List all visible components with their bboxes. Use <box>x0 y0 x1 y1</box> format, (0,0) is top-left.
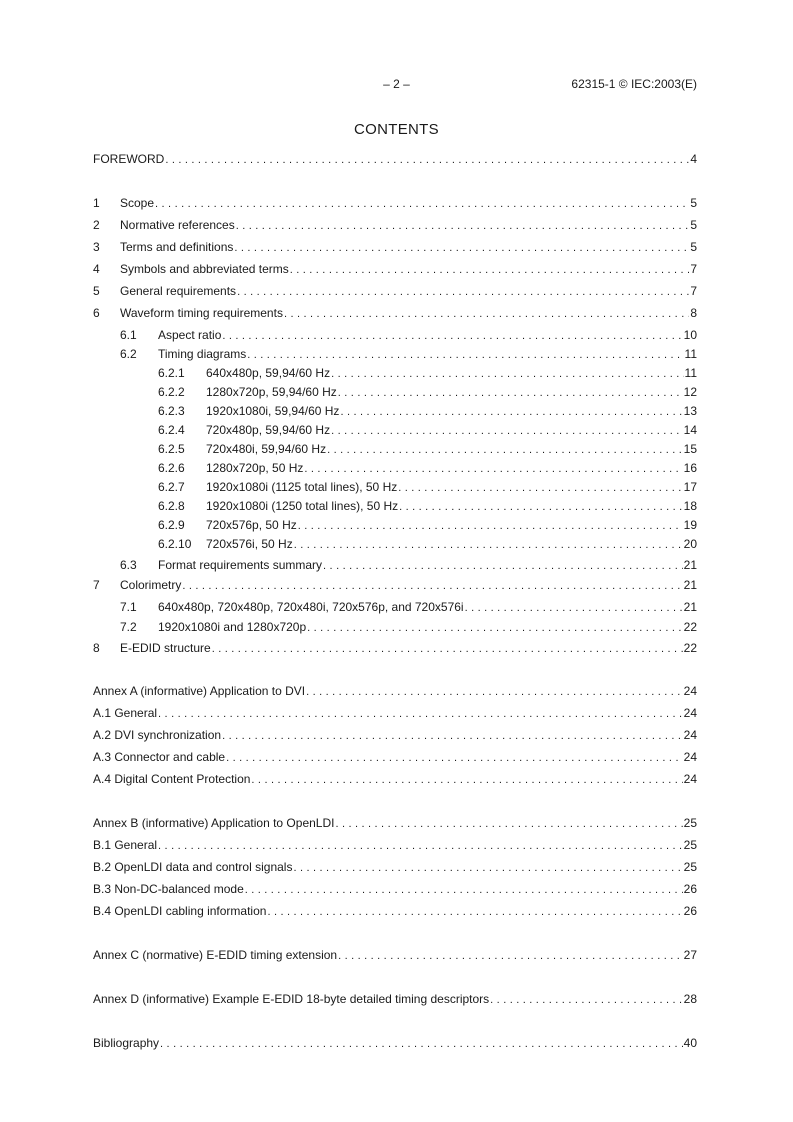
dot-leader <box>304 461 682 477</box>
toc-entry-s6-3[interactable] <box>120 557 697 573</box>
toc-entry-annex-c[interactable] <box>93 947 697 963</box>
toc-entry-title: B.4 OpenLDI cabling information <box>93 904 267 918</box>
dot-leader <box>251 772 682 788</box>
dot-leader <box>340 404 682 420</box>
toc-entry-number: 6.2.2 <box>158 385 185 399</box>
toc-entry-a1[interactable] <box>93 705 697 721</box>
toc-entry-page: 17 <box>683 480 697 494</box>
toc-entry-number: 6.2.5 <box>158 442 185 456</box>
toc-entry-page: 5 <box>690 196 697 210</box>
dot-leader <box>226 750 683 766</box>
toc-entry-title: Symbols and abbreviated terms <box>120 262 289 276</box>
toc-entry-number: 6.1 <box>120 328 137 342</box>
toc-entry-page: 24 <box>683 728 697 742</box>
toc-entry-page: 27 <box>683 948 697 962</box>
toc-entry-title: 1920x1080i (1250 total lines), 50 Hz <box>206 499 399 513</box>
toc-entry-title: 640x480p, 720x480p, 720x480i, 720x576p, and 720x576i <box>158 600 464 614</box>
toc-entry-page: 7 <box>690 284 697 298</box>
dot-leader <box>165 152 689 168</box>
toc-entry-page: 25 <box>683 860 697 874</box>
dot-leader <box>245 882 683 898</box>
dot-leader <box>293 860 682 876</box>
toc-entry-number: 6.2 <box>120 347 137 361</box>
dot-leader <box>284 306 689 322</box>
toc-entry-title: Bibliography <box>93 1036 160 1050</box>
toc-entry-page: 10 <box>683 328 697 342</box>
dot-leader <box>398 480 682 496</box>
toc-entry-title: Annex A (informative) Application to DVI <box>93 684 306 698</box>
toc-entry-number: 7 <box>93 578 100 592</box>
dot-leader <box>465 600 683 616</box>
toc-entry-title: Annex B (informative) Application to OpenLDI <box>93 816 335 830</box>
page-header <box>0 77 793 93</box>
toc-entry-title: B.3 Non-DC-balanced mode <box>93 882 244 896</box>
dot-leader <box>294 537 683 553</box>
toc-entry-s6[interactable] <box>93 305 697 321</box>
toc-entry-title: Scope <box>120 196 155 210</box>
toc-entry-s6-2-1[interactable] <box>158 365 697 381</box>
document-reference: 62315-1 © IEC:2003(E) <box>571 77 697 91</box>
toc-entry-s3[interactable] <box>93 239 697 255</box>
toc-entry-title: 1920x1080i (1125 total lines), 50 Hz <box>206 480 398 494</box>
dot-leader <box>237 284 689 300</box>
toc-entry-s7[interactable] <box>93 577 697 593</box>
toc-entry-page: 40 <box>683 1036 697 1050</box>
toc-entry-number: 6.3 <box>120 558 137 572</box>
toc-entry-title: Timing diagrams <box>158 347 247 361</box>
dot-leader <box>290 262 690 278</box>
dot-leader <box>338 948 683 964</box>
toc-entry-s7-2[interactable] <box>120 619 697 635</box>
toc-entry-foreword[interactable] <box>93 151 697 167</box>
toc-entry-title: 1920x1080i and 1280x720p <box>158 620 307 634</box>
dot-leader <box>236 218 690 234</box>
toc-entry-page: 26 <box>683 882 697 896</box>
toc-entry-title: General requirements <box>120 284 237 298</box>
toc-entry-title: 640x480p, 59,94/60 Hz <box>206 366 331 380</box>
toc-entry-page: 5 <box>690 218 697 232</box>
toc-entry-title: 1280x720p, 50 Hz <box>206 461 304 475</box>
toc-entry-bibliography[interactable] <box>93 1035 697 1051</box>
toc-entry-page: 21 <box>683 600 697 614</box>
toc-entry-title: Annex C (normative) E-EDID timing extension <box>93 948 338 962</box>
toc-entry-page: 26 <box>683 904 697 918</box>
dot-leader <box>247 347 683 363</box>
toc-entry-s6-2-9[interactable] <box>158 517 697 533</box>
toc-entry-title: B.1 General <box>93 838 158 852</box>
toc-entry-number: 8 <box>93 641 100 655</box>
toc-entry-s6-2-2[interactable] <box>158 384 697 400</box>
toc-entry-s6-2-3[interactable] <box>158 403 697 419</box>
toc-entry-number: 6.2.1 <box>158 366 185 380</box>
toc-entry-s1[interactable] <box>93 195 697 211</box>
toc-entry-page: 11 <box>684 347 697 361</box>
toc-entry-page: 7 <box>690 262 697 276</box>
toc-entry-page: 21 <box>683 558 697 572</box>
toc-entry-title: A.1 General <box>93 706 158 720</box>
toc-entry-title: Terms and definitions <box>120 240 234 254</box>
toc-entry-page: 21 <box>683 578 697 592</box>
toc-entry-number: 6 <box>93 306 100 320</box>
toc-entry-number: 2 <box>93 218 100 232</box>
toc-entry-b2[interactable] <box>93 859 697 875</box>
toc-entry-number: 6.2.6 <box>158 461 185 475</box>
toc-entry-page: 11 <box>684 366 697 380</box>
dot-leader <box>307 620 683 636</box>
toc-entry-number: 3 <box>93 240 100 254</box>
dot-leader <box>399 499 683 515</box>
toc-entry-annex-d[interactable] <box>93 991 697 1007</box>
dot-leader <box>222 328 682 344</box>
toc-entry-page: 20 <box>683 537 697 551</box>
toc-entry-s6-2-8[interactable] <box>158 498 697 514</box>
toc-entry-title: A.4 Digital Content Protection <box>93 772 251 786</box>
toc-entry-page: 22 <box>683 641 697 655</box>
toc-entry-s7-1[interactable] <box>120 599 697 615</box>
toc-entry-b3[interactable] <box>93 881 697 897</box>
toc-entry-number: 6.2.10 <box>158 537 192 551</box>
toc-entry-number: 6.2.7 <box>158 480 185 494</box>
toc-entry-number: 7.2 <box>120 620 137 634</box>
toc-entry-s6-2-7[interactable] <box>158 479 697 495</box>
toc-entry-title: Normative references <box>120 218 235 232</box>
dot-leader <box>158 838 683 854</box>
dot-leader <box>158 706 683 722</box>
toc-entry-s5[interactable] <box>93 283 697 299</box>
toc-entry-number: 6.2.9 <box>158 518 185 532</box>
toc-entry-number: 6.2.3 <box>158 404 185 418</box>
toc-entry-title: B.2 OpenLDI data and control signals <box>93 860 293 874</box>
toc-entry-title: E-EDID structure <box>120 641 211 655</box>
dot-leader <box>222 728 683 744</box>
dot-leader <box>212 641 683 657</box>
toc-entry-s6-2[interactable] <box>120 346 697 362</box>
toc-title: CONTENTS <box>354 121 439 138</box>
toc-entry-title: 720x480i, 59,94/60 Hz <box>206 442 327 456</box>
dot-leader <box>331 423 683 439</box>
toc-entry-a4[interactable] <box>93 771 697 787</box>
toc-entry-page: 28 <box>683 992 697 1006</box>
toc-entry-title: 1920x1080i, 59,94/60 Hz <box>206 404 340 418</box>
toc-entry-title: 720x576i, 50 Hz <box>206 537 293 551</box>
toc-entry-title: A.3 Connector and cable <box>93 750 226 764</box>
dot-leader <box>331 366 683 382</box>
toc-entry-page: 5 <box>690 240 697 254</box>
dot-leader <box>160 1036 683 1052</box>
toc-entry-number: 6.2.4 <box>158 423 185 437</box>
toc-entry-b4[interactable] <box>93 903 697 919</box>
toc-entry-s6-2-5[interactable] <box>158 441 697 457</box>
toc-entry-s4[interactable] <box>93 261 697 277</box>
dot-leader <box>267 904 682 920</box>
toc-entry-title: A.2 DVI synchronization <box>93 728 222 742</box>
page-number: – 2 – <box>383 77 410 91</box>
dot-leader <box>335 816 682 832</box>
toc-entry-number: 5 <box>93 284 100 298</box>
toc-entry-page: 24 <box>683 706 697 720</box>
toc-entry-number: 6.2.8 <box>158 499 185 513</box>
dot-leader <box>182 578 682 594</box>
toc-entry-title: FOREWORD <box>93 152 165 166</box>
toc-entry-a3[interactable] <box>93 749 697 765</box>
toc-entry-title: 720x576p, 50 Hz <box>206 518 297 532</box>
toc-entry-page: 24 <box>683 750 697 764</box>
toc-entry-number: 7.1 <box>120 600 137 614</box>
toc-entry-page: 4 <box>690 152 697 166</box>
dot-leader <box>338 385 683 401</box>
toc-entry-page: 24 <box>683 684 697 698</box>
toc-entry-s6-1[interactable] <box>120 327 697 343</box>
toc-entry-s6-2-4[interactable] <box>158 422 697 438</box>
toc-entry-title: 720x480p, 59,94/60 Hz <box>206 423 331 437</box>
toc-entry-page: 8 <box>690 306 697 320</box>
toc-entry-page: 25 <box>683 816 697 830</box>
toc-entry-number: 1 <box>93 196 100 210</box>
toc-entry-page: 12 <box>683 385 697 399</box>
dot-leader <box>298 518 683 534</box>
toc-entry-annex-b[interactable] <box>93 815 697 831</box>
toc-entry-s2[interactable] <box>93 217 697 233</box>
toc-entry-s6-2-6[interactable] <box>158 460 697 476</box>
dot-leader <box>306 684 683 700</box>
toc-entry-page: 25 <box>683 838 697 852</box>
toc-entry-page: 22 <box>683 620 697 634</box>
toc-entry-page: 24 <box>683 772 697 786</box>
toc-entry-title: Annex D (informative) Example E-EDID 18-byte detailed timing descriptors <box>93 992 490 1006</box>
toc-entry-number: 4 <box>93 262 100 276</box>
toc-entry-title: Format requirements summary <box>158 558 323 572</box>
toc-entry-title: 1280x720p, 59,94/60 Hz <box>206 385 337 399</box>
toc-entry-a2[interactable] <box>93 727 697 743</box>
toc-entry-page: 14 <box>683 423 697 437</box>
toc-entry-page: 15 <box>683 442 697 456</box>
toc-entry-title: Waveform timing requirements <box>120 306 283 320</box>
toc-entry-page: 13 <box>683 404 697 418</box>
dot-leader <box>490 992 682 1008</box>
toc-entry-page: 18 <box>683 499 697 513</box>
toc-entry-page: 19 <box>683 518 697 532</box>
toc-entry-page: 16 <box>683 461 697 475</box>
toc-entry-b1[interactable] <box>93 837 697 853</box>
toc-entry-title: Aspect ratio <box>158 328 222 342</box>
toc-entry-annex-a[interactable] <box>93 683 697 699</box>
toc-entry-s6-2-10[interactable] <box>158 536 697 552</box>
toc-entry-s8[interactable] <box>93 640 697 656</box>
dot-leader <box>234 240 689 256</box>
dot-leader <box>327 442 683 458</box>
toc-entry-title: Colorimetry <box>120 578 182 592</box>
dot-leader <box>323 558 683 574</box>
dot-leader <box>155 196 689 212</box>
